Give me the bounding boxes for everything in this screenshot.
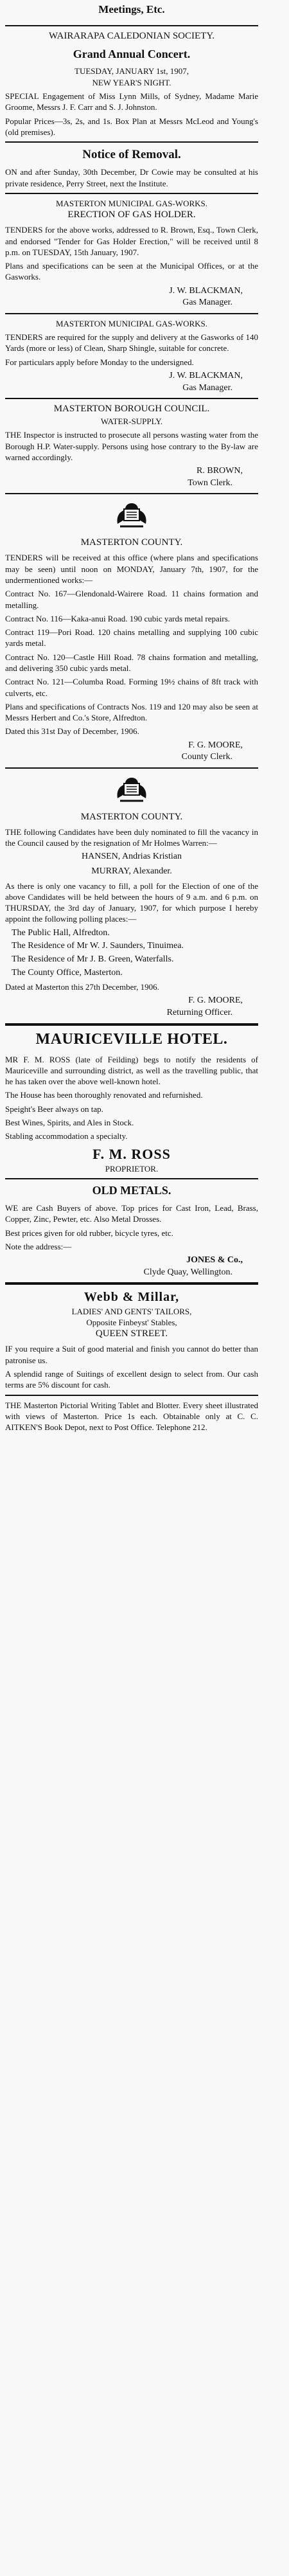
tablet-advert xyxy=(5,1400,258,1433)
metals-title: OLD METALS. xyxy=(92,1184,171,1197)
contract-item: Contract 119—Pori Road. 120 chains metalling and supplying 100 cubic yards metal. xyxy=(5,627,258,648)
borough-header: MASTERTON BOROUGH COUNCIL. xyxy=(53,404,210,415)
proprietor-name: F. M. ROSS xyxy=(92,1145,171,1162)
polling-place: The Residence of Mr J. B. Green, Waterfalls. xyxy=(12,954,174,964)
county-body: TENDERS will be received at this office (where plans and specifications may be seen) until noon on MONDAY, January 7th, 1907, for the undermentioned works:— xyxy=(5,553,258,585)
divider xyxy=(5,141,258,143)
caledonian-title: Grand Annual Concert. xyxy=(73,47,191,60)
divider xyxy=(5,193,258,194)
borough-notice xyxy=(5,403,258,489)
gasworks-header: MASTERTON MUNICIPAL GAS-WORKS. xyxy=(55,199,207,208)
county2-header: MASTERTON COUNTY. xyxy=(80,811,183,822)
hotel-advert xyxy=(5,1030,258,1174)
tailors-subtitle: LADIES' AND GENTS' TAILORS, xyxy=(71,1306,192,1316)
divider xyxy=(5,25,258,26)
county2-body-2: As there is only one vacancy to fill, a poll for the Election of one of the above Candidates will be held between the hours of 9 a.m. and 6 p.m. on THURSDAY, the 3rd day of January, 1907, for which purpose I hereby appoint the following polling places:— xyxy=(5,881,258,924)
polling-place: The Public Hall, Alfredton. xyxy=(12,927,110,938)
hotel-body-4: Best Wines, Spirits, and Ales in Stock. xyxy=(5,1117,134,1127)
caledonian-notice xyxy=(5,30,258,138)
caledonian-prices: Popular Prices—3s, 2s, and 1s. Box Plan at Messrs McLeod and Young's (old premises). xyxy=(5,116,258,137)
county-signer: F. G. MOORE, xyxy=(188,740,243,750)
county2-body: THE following Candidates have been duly nominated to fill the vacancy in the Council caused by the resignation of Mr Holmes Warren:— xyxy=(5,827,258,848)
borough-subheader: WATER-SUPPLY. xyxy=(100,416,163,427)
removal-title: Notice of Removal. xyxy=(82,148,181,162)
hotel-body-2: The House has been thoroughly renovated and refurnished. xyxy=(5,1090,203,1100)
borough-role: Town Clerk. xyxy=(188,478,232,488)
polling-place: The County Office, Masterton. xyxy=(12,967,123,978)
removal-body: ON and after Sunday, 30th December, Dr Cowie may be consulted at his private residence, Perry Street, next the Institute. xyxy=(5,167,258,188)
metals-advert xyxy=(5,1183,258,1278)
gasworks2-body-2: For particulars apply before Monday to the undersigned. xyxy=(5,357,194,367)
hotel-body: MR F. M. ROSS (late of Feilding) begs to notify the residents of Mauriceville and surrounding district, as well as the travelling public, that he has taken over the above well-known hotel. xyxy=(5,1054,258,1087)
gasworks-body: TENDERS for the above works, addressed to R. Brown, Esq., Town Clerk, and endorsed "Tender for Gas Holder Erection," will be received until 8 p.m. on TUESDAY, 15th January, 1907. xyxy=(5,225,258,257)
gasworks2-body: TENDERS are required for the supply and delivery at the Gasworks of 140 Yards (more or less) of Clean, Sharp Shingle, suitable for concrete. xyxy=(5,332,258,353)
divider xyxy=(5,1395,258,1396)
divider xyxy=(5,767,258,769)
gasworks-shingle-notice xyxy=(5,318,258,394)
candidate-name: HANSEN, Andrias Kristian xyxy=(82,852,182,862)
tailors-body: IF you require a Suit of good material and finish you cannot do better than patronise us. xyxy=(5,1344,258,1365)
polling-place: The Residence of Mr W. J. Saunders, Tinuimea. xyxy=(12,941,184,951)
contract-item: Contract No. 167—Glendonald-Wairere Road. 11 chains formation and metalling. xyxy=(5,589,258,610)
county-tenders-notice xyxy=(5,501,258,763)
gasworks2-header: MASTERTON MUNICIPAL GAS-WORKS. xyxy=(55,318,207,328)
gasworks-body-2: Plans and specifications can be seen at the Municipal Offices, or at the Gasworks. xyxy=(5,261,258,282)
county2-signer: F. G. MOORE, xyxy=(188,996,243,1006)
tailors-location: Opposite Finbeyst' Stables, xyxy=(86,1318,177,1328)
metals-body-3: Note the address:— xyxy=(5,1241,72,1251)
gasworks2-role: Gas Manager. xyxy=(182,382,232,393)
caledonian-date: TUESDAY, JANUARY 1st, 1907, xyxy=(74,66,189,76)
crest-icon xyxy=(111,501,152,530)
county-role: County Clerk. xyxy=(181,752,232,762)
section-heading: Meetings, Etc. xyxy=(98,3,165,15)
gasworks-holder-notice xyxy=(5,198,258,309)
removal-notice xyxy=(5,147,258,189)
county2-dated: Dated at Masterton this 27th December, 1906. xyxy=(5,982,159,992)
divider xyxy=(5,398,258,399)
tailors-title: Webb & Millar, xyxy=(83,1290,180,1305)
divider xyxy=(5,313,258,314)
metals-body: WE are Cash Buyers of above. Top prices for Cast Iron, Lead, Brass, Copper, Zinc, Pewter, etc. Also Metal Drosses. xyxy=(5,1203,258,1224)
contract-item: Contract No. 120—Castle Hill Road. 78 chains formation and metalling, and delivering 350 cubic yards metal. xyxy=(5,652,258,673)
county-election-notice xyxy=(5,775,258,1019)
hotel-title: MAURICEVILLE HOTEL. xyxy=(35,1030,228,1048)
divider xyxy=(5,493,258,494)
proprietor-role: PROPRIETOR. xyxy=(105,1163,159,1174)
hotel-body-3: Speight's Beer always on tap. xyxy=(5,1104,103,1114)
contract-item: Contract No. 121—Columba Road. Forming 19½ chains of 8ft track with culverts, etc. xyxy=(5,677,258,698)
contract-item: Contract No. 116—Kaka-anui Road. 190 cubic yards metal repairs. xyxy=(5,613,231,623)
divider xyxy=(5,1282,258,1285)
caledonian-society: WAIRARAPA CALEDONIAN SOCIETY. xyxy=(49,30,215,41)
gasworks2-signer: J. W. BLACKMAN, xyxy=(169,370,243,380)
tailors-advert xyxy=(5,1289,258,1390)
metals-address: Clyde Quay, Wellington. xyxy=(143,1267,232,1277)
divider xyxy=(5,1023,258,1026)
borough-body: THE Inspector is instructed to prosecute all persons wasting water from the Borough H.P. Water-supply. Persons using hose contrary to the By-law are warned accordingly. xyxy=(5,430,258,462)
county-dated: Dated this 31st Day of December, 1906. xyxy=(5,726,139,737)
county2-role: Returning Officer. xyxy=(166,1008,232,1018)
caledonian-body: SPECIAL Engagement of Miss Lynn Mills, of Sydney, Madame Marie Groome, Messrs J. F. Carr and S. J. Johnston. xyxy=(5,91,258,112)
crest-icon xyxy=(111,775,152,805)
divider xyxy=(5,1178,258,1179)
metals-body-2: Best prices given for old rubber, bicycle tyres, etc. xyxy=(5,1228,173,1238)
gasworks-subheader: ERECTION OF GAS HOLDER. xyxy=(67,210,196,220)
tailors-body-2: A splendid range of Suitings of excellent design to select from. Our cash terms are 5% discount for cash. xyxy=(5,1368,258,1390)
advertisement-column xyxy=(5,0,258,2576)
metals-firm: JONES & Co., xyxy=(186,1255,243,1266)
hotel-body-5: Stabling accommodation a specialty. xyxy=(5,1131,128,1141)
gasworks-role: Gas Manager. xyxy=(182,298,232,308)
tablet-body: THE Masterton Pictorial Writing Tablet and Blotter. Every sheet illustrated with views of Masterton. Price 1s each. Obtainable only at C. C. AITKEN'S Book Depot, next to Post Office. Telephone 212. xyxy=(5,1400,258,1433)
contract-list xyxy=(5,588,258,699)
candidate-name: MURRAY, Alexander. xyxy=(91,866,172,876)
gasworks-signer: J. W. BLACKMAN, xyxy=(169,285,243,296)
county-body-2: Plans and specifications of Contracts Nos. 119 and 120 may also be seen at Messrs Herbert and Co.'s Store, Alfredton. xyxy=(5,701,258,723)
county-header: MASTERTON COUNTY. xyxy=(80,537,183,548)
tailors-street: QUEEN STREET. xyxy=(95,1328,168,1339)
caledonian-night: NEW YEAR'S NIGHT. xyxy=(92,77,171,87)
borough-signer: R. BROWN, xyxy=(197,466,243,476)
